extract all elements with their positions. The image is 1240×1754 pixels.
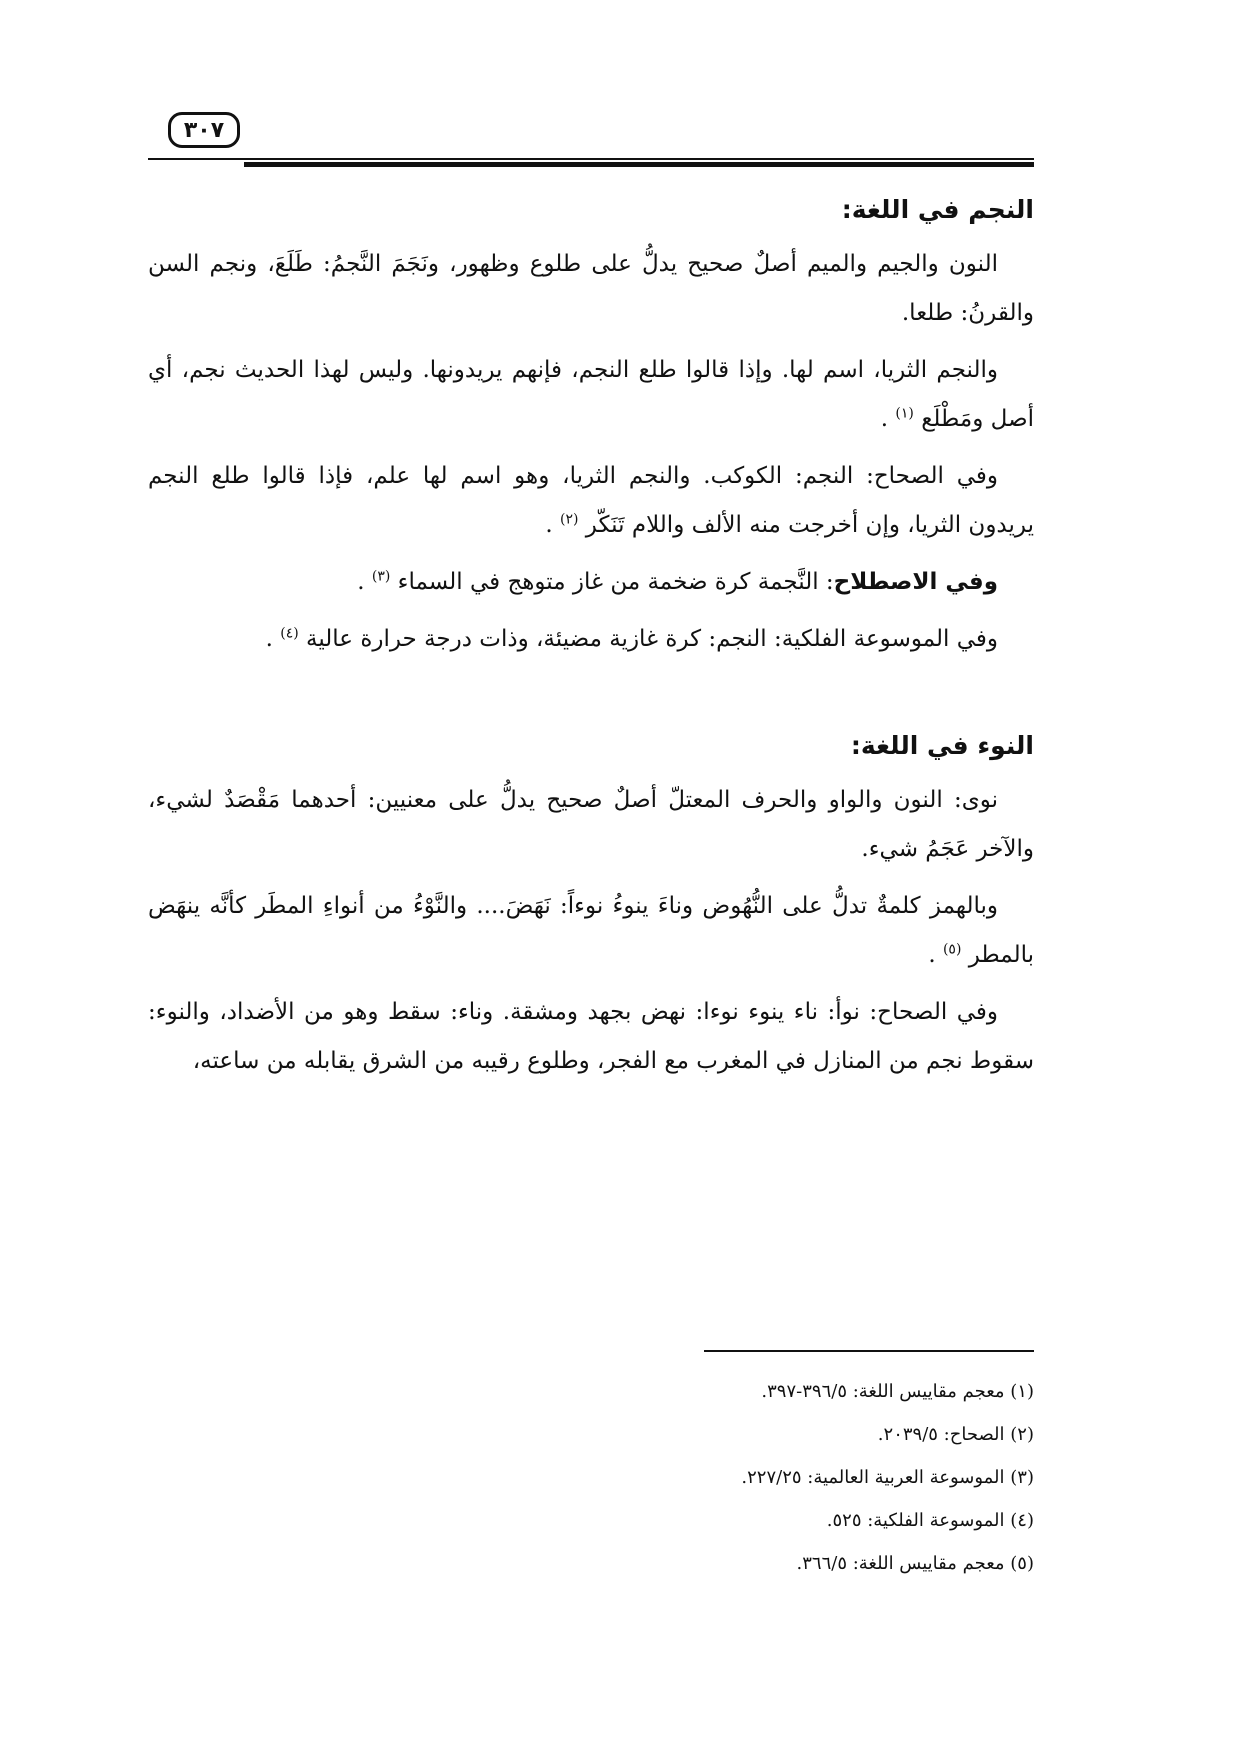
paragraph-text: وفي الموسوعة الفلكية: النجم: كرة غازية مضيئة، وذات درجة حرارة عالية (306, 626, 998, 652)
paragraph-text: وفي الصحاح: نوأ: ناء ينوء نوءا: نهض بجهد ومشقة. وناء: سقط وهو من الأضداد، والنوء: سقوط نجم من المنازل في المغرب مع الفجر، وطلوع رقيبه من الشرق يقابله من ساعته، (148, 999, 1034, 1074)
paragraph (148, 988, 1034, 1086)
footnote-ref[interactable]: (١) (895, 405, 914, 422)
footnote-item: (٥) معجم مقاييس اللغة: ٣٦٦/٥. (796, 1553, 1034, 1574)
paragraph (148, 452, 1034, 550)
page-header (148, 108, 1034, 168)
footnote-item: (٣) الموسوعة العربية العالمية: ٢٢٧/٢٥. (741, 1467, 1034, 1488)
paragraph-text: وفي الصحاح: النجم: الكوكب. والنجم الثريا، وهو اسم لها علم، فإذا قالوا طلع النجم يريدون الثريا، وإن أخرجت منه الألف واللام تَنَكّر (148, 463, 1034, 538)
section-gap (148, 672, 1034, 724)
main-content (148, 188, 1034, 1094)
paragraph (148, 346, 1034, 444)
paragraph (148, 558, 1034, 607)
footnote-item: (٢) الصحاح: ٢٠٣٩/٥. (877, 1424, 1034, 1445)
page-number: ٣٠٧ (168, 112, 240, 148)
paragraph-text: والنجم الثريا، اسم لها. وإذا قالوا طلع النجم، فإنهم يريدونها. وليس لهذا الحديث نجم، أي أصل ومَطْلَع (148, 357, 1034, 432)
paragraph-text: نوى: النون والواو والحرف المعتلّ أصلٌ صحيح يدلُّ على معنيين: أحدهما مَقْصَدٌ لشيء، والآخر عَجَمُ شيء. (148, 787, 1034, 862)
section-heading-star: النجم في اللغة: (841, 195, 1034, 224)
paragraph (148, 240, 1034, 338)
header-rule-thick (244, 162, 1034, 167)
footnotes (148, 1370, 1034, 1585)
footnote-item: (٤) الموسوعة الفلكية: ٥٢٥. (826, 1510, 1034, 1531)
footnote-ref[interactable]: (٥) (942, 941, 962, 958)
term-label: وفي الاصطلاح (833, 569, 998, 595)
paragraph-tail: . (880, 406, 889, 432)
paragraph-tail: . (928, 942, 936, 968)
footnote-ref[interactable]: (٤) (280, 625, 299, 642)
paragraph (148, 776, 1034, 874)
paragraph-text: : النَّجمة كرة ضخمة من غاز متوهج في السماء (397, 569, 834, 595)
section-heading-naw: النوء في اللغة: (850, 731, 1034, 760)
footnote-ref[interactable]: (٢) (560, 511, 579, 528)
footnote-divider (704, 1350, 1034, 1352)
header-rule-thin (148, 158, 1034, 160)
paragraph-tail: . (265, 626, 273, 652)
paragraph (148, 615, 1034, 664)
paragraph (148, 882, 1034, 980)
paragraph-tail: . (357, 569, 365, 595)
footnote-ref[interactable]: (٣) (371, 568, 391, 585)
paragraph-tail: . (545, 512, 553, 538)
footnote-item: (١) معجم مقاييس اللغة: ٣٩٦/٥-٣٩٧. (761, 1381, 1034, 1402)
paragraph-text: وبالهمز كلمةٌ تدلُّ على النُّهُوض وناءَ ينوءُ نوءاً: نَهَضَ.... والنَّوْءُ من أنواءِ المطَر كأنَّه ينهَض بالمطر (148, 893, 1034, 968)
paragraph-text: النون والجيم والميم أصلٌ صحيح يدلُّ على طلوع وظهور، ونَجَمَ النَّجمُ: طَلَعَ، ونجم السن والقرنُ: طلعا. (148, 251, 1034, 326)
